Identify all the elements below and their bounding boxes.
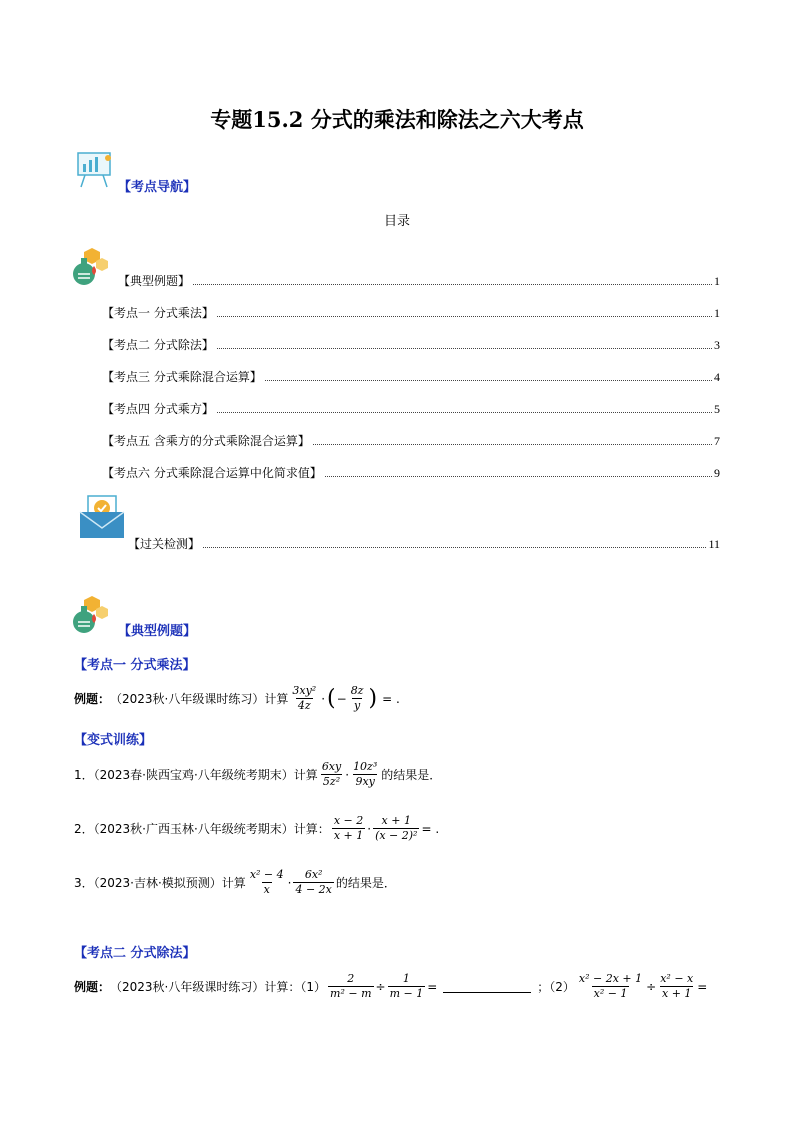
example-label: 例题：: [74, 692, 111, 706]
variant-heading: 【变式训练】: [74, 733, 153, 748]
toc-heading: 目录: [383, 214, 410, 229]
toc-row[interactable]: [102, 464, 720, 482]
kd1-example: 例题： （2023秋·八年级课时练习）计算 $\frac{\text{3xy²}}{4z}$ · ( − $\frac{8z}{y}$ ) = .: [74, 684, 400, 712]
toc-row[interactable]: [128, 535, 720, 553]
toc-page: 4: [714, 370, 720, 384]
toc-leader: [265, 380, 712, 381]
toc-page: 11: [708, 537, 720, 551]
kd2-heading: 【考点二 分式除法】: [74, 946, 196, 961]
variant-question-1: 1．（2023春·陕西宝鸡·八年级统考期末）计算 $\frac{6xy}{\text{5z²}}$ · $\frac{\text{10z³}}{9xy}$ 的结果是 ．: [74, 760, 442, 788]
toc-leader: [217, 412, 712, 413]
toc-label: 【考点四 分式乘方】: [102, 402, 214, 416]
section-heading-typical: 【典型例题】: [118, 624, 197, 639]
fraction: $\frac{\text{10z³}}{9xy}$: [353, 760, 378, 788]
fraction: $\frac{\text{6x²}}{4 - 2x}$: [295, 868, 332, 896]
toc-leader: [203, 547, 706, 548]
toc-leader: [193, 284, 712, 285]
toc-page: 7: [714, 434, 720, 448]
toc-label: 【考点二 分式除法】: [102, 338, 214, 352]
fraction: $\frac{\text{x² − 2x + 1}}{\text{x² − 1}}$: [578, 972, 643, 1000]
toc-label: 【考点六 分式乘除混合运算中化简求值】: [102, 466, 322, 480]
toc-row[interactable]: [118, 272, 720, 290]
toc-label: 【典型例题】: [118, 274, 191, 288]
toc-row[interactable]: [102, 368, 720, 386]
fraction: $\frac{\text{x² − 4}}{x}$: [249, 868, 284, 896]
toc-page: 5: [714, 402, 720, 416]
toc-page: 9: [714, 466, 720, 480]
variant-question-2: 2．（2023秋·广西玉林·八年级统考期末）计算： $\frac{x - 2}{x + 1}$ · $\frac{x + 1}{\text{(x − 2)²}}$ = .: [74, 814, 440, 842]
toc-leader: [217, 316, 712, 317]
kd2-example: 例题： （2023秋·八年级课时练习）计算：（1） $\frac{2}{\text{m² − m}}$ ÷ $\frac{1}{m - 1}$ = ；（2） $\frac{\text{x² − 2x + 1}}{\text{x² − 1}}$ ÷ $\frac{\text{x² − x}}{x + 1}$ =: [74, 972, 708, 1000]
toc-page: 1: [714, 306, 720, 320]
fraction: $\frac{8z}{y}$: [350, 684, 364, 712]
fraction: $\frac{2}{\text{m² − m}}$: [330, 972, 372, 1000]
page-title: 专题15.2 分式的乘法和除法之六大考点: [210, 107, 584, 132]
toc-row[interactable]: [102, 304, 720, 322]
fraction: $\frac{\text{3xy²}}{4z}$: [292, 684, 317, 712]
fraction: $\frac{\text{x² − x}}{x + 1}$: [660, 972, 694, 1000]
toc-label: 【考点五 含乘方的分式乘除混合运算】: [102, 434, 310, 448]
fraction: $\frac{x - 2}{x + 1}$: [333, 814, 364, 842]
toc-leader: [217, 348, 712, 349]
toc-row[interactable]: [102, 432, 720, 450]
toc-label: 【考点一 分式乘法】: [102, 306, 214, 320]
nav-label: 【考点导航】: [118, 180, 197, 195]
flask-icon: [70, 246, 112, 288]
toc-leader: [325, 476, 712, 477]
kd1-heading: 【考点一 分式乘法】: [74, 658, 196, 673]
toc-row[interactable]: [102, 400, 720, 418]
fraction: $\frac{x + 1}{\text{(x − 2)²}}$: [375, 814, 418, 842]
flask-icon: [70, 594, 112, 636]
fraction: $\frac{1}{m - 1}$: [389, 972, 424, 1000]
toc-page: 3: [714, 338, 720, 352]
toc-label: 【过关检测】: [128, 537, 201, 551]
answer-blank[interactable]: [443, 980, 531, 993]
toc-leader: [313, 444, 712, 445]
example-source: （2023秋·八年级课时练习）计算: [110, 692, 289, 706]
variant-question-3: 3．（2023·吉林·模拟预测）计算 $\frac{\text{x² − 4}}{x}$ · $\frac{\text{6x²}}{4 - 2x}$ 的结果是 ．: [74, 868, 396, 896]
toc-page: 1: [714, 274, 720, 288]
toc-label: 【考点三 分式乘除混合运算】: [102, 370, 262, 384]
whiteboard-icon: [75, 150, 115, 190]
envelope-check-icon: [78, 494, 126, 540]
fraction: $\frac{6xy}{\text{5z²}}$: [321, 760, 342, 788]
toc-row[interactable]: [102, 336, 720, 354]
